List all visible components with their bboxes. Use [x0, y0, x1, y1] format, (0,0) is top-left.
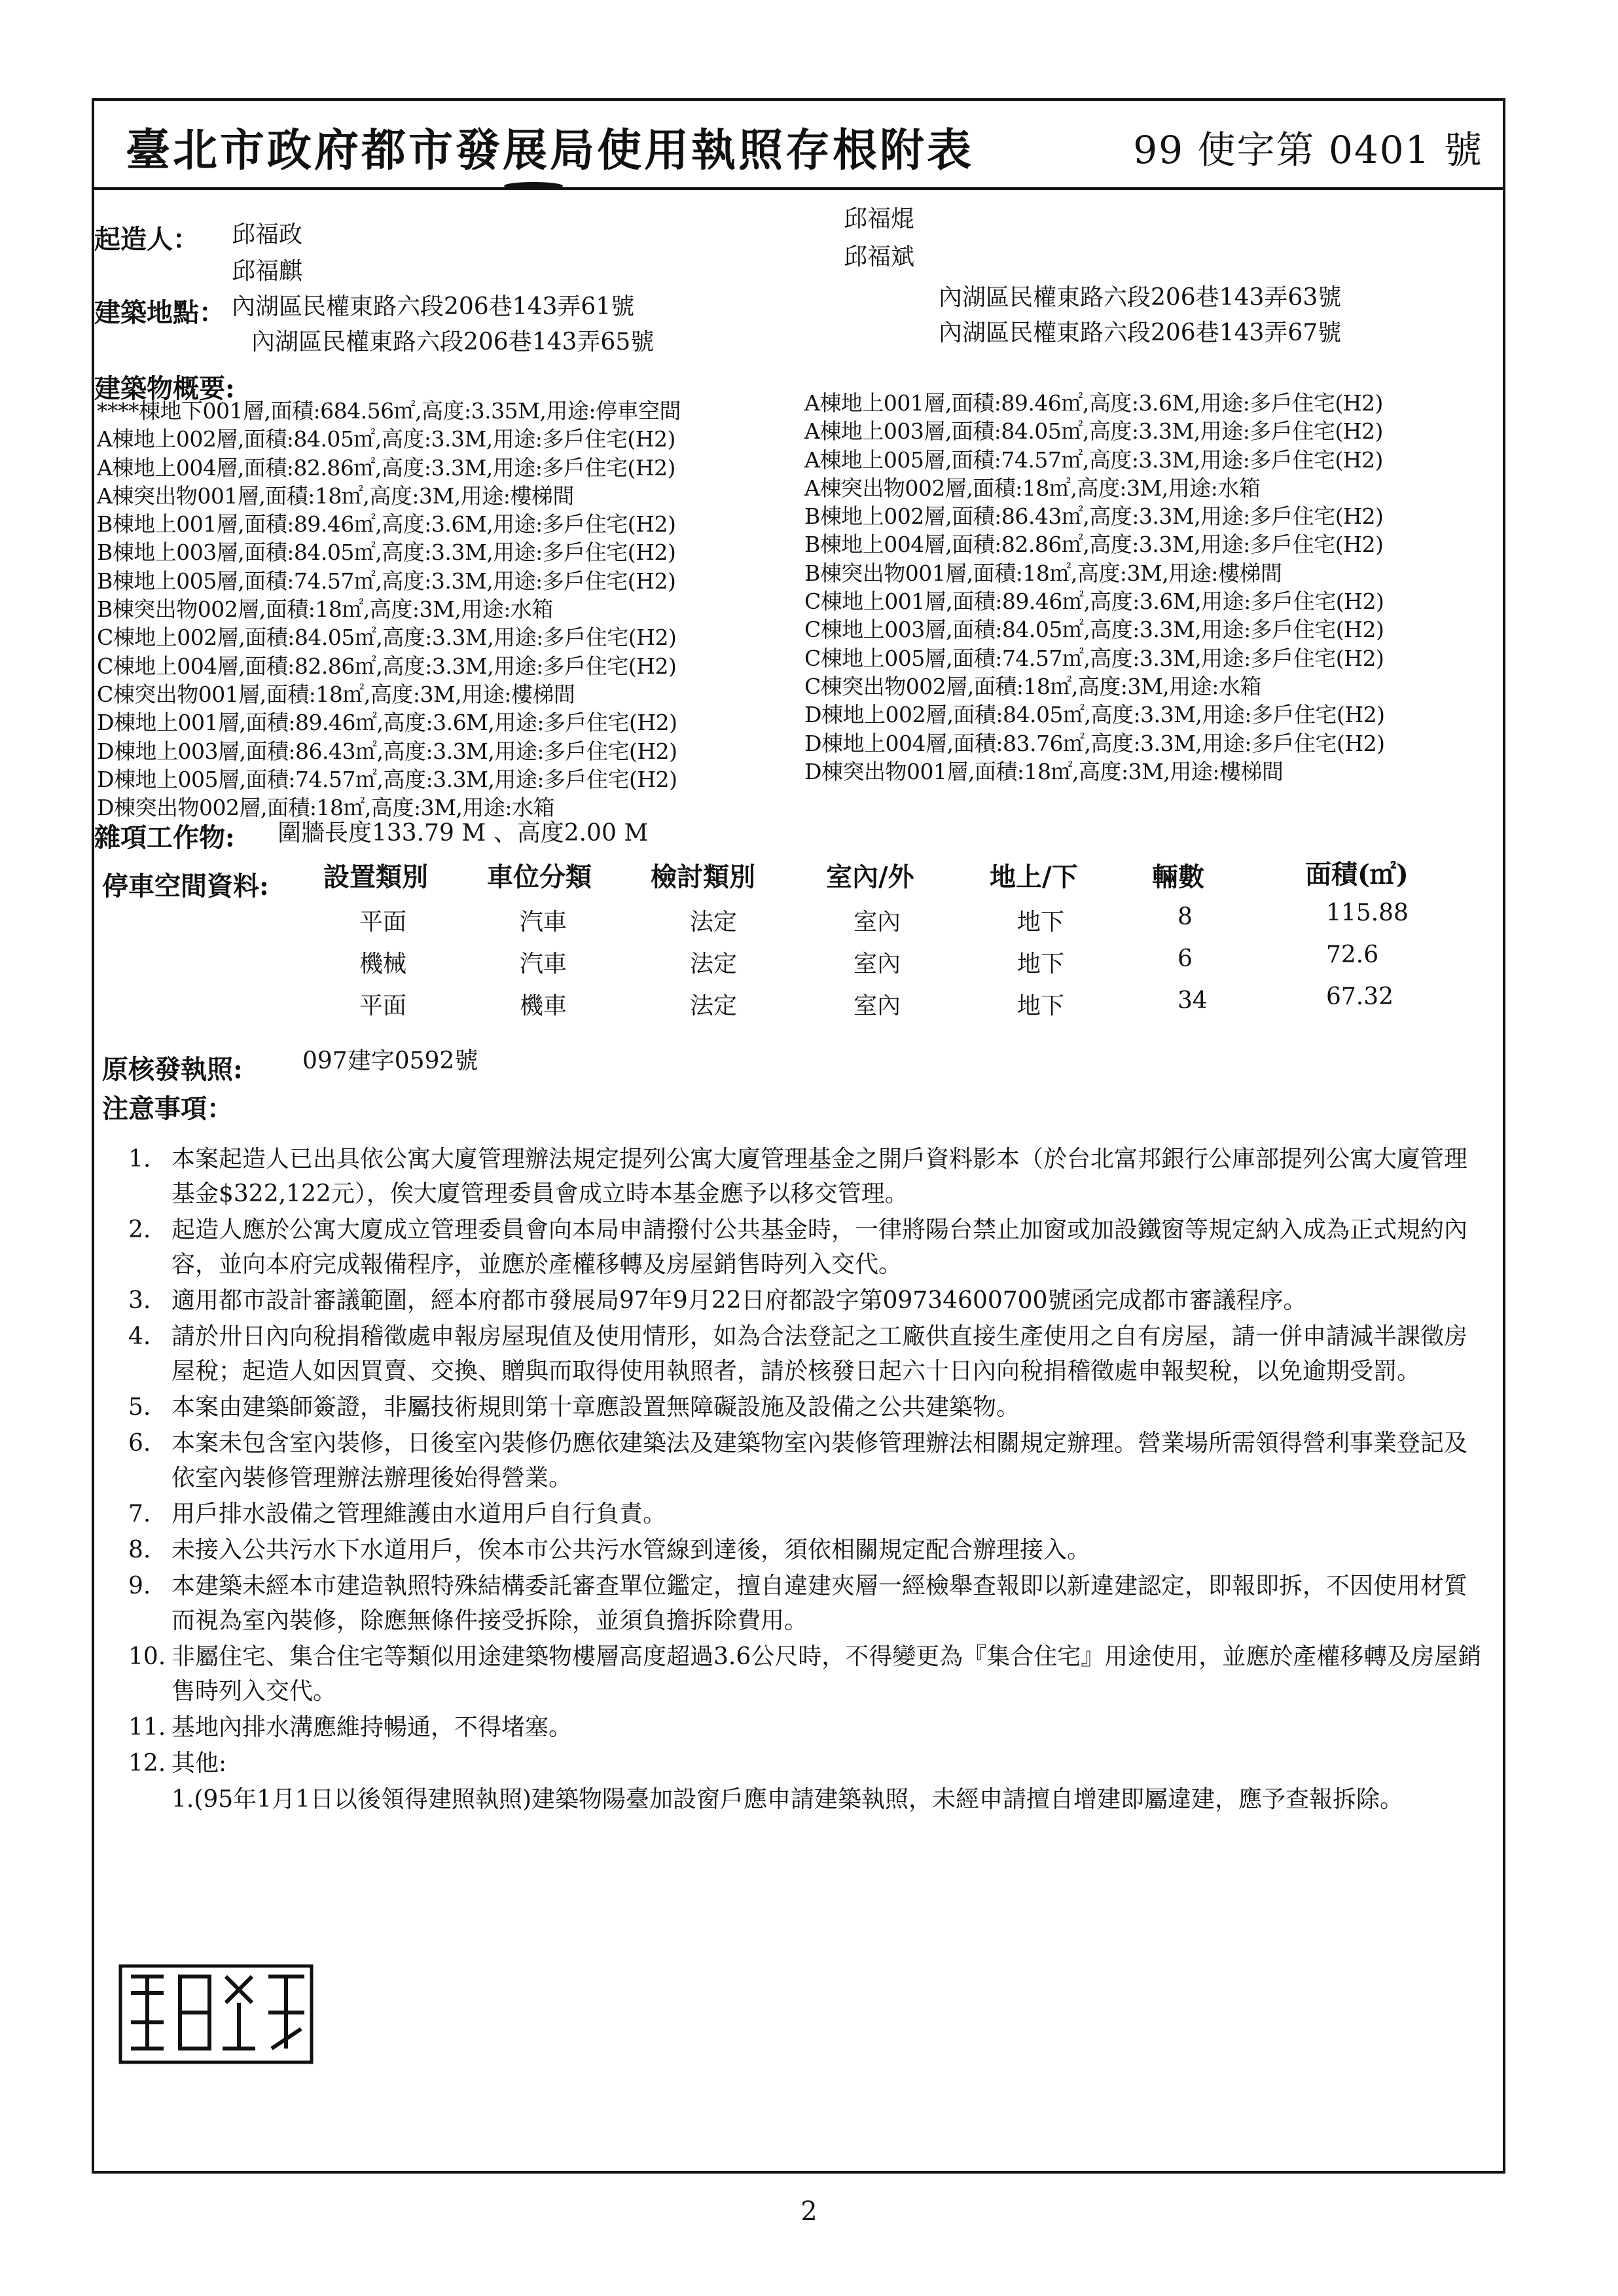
overview-item: D棟突出物001層,面積:18㎡,高度:3M,用途:樓梯間 [804, 758, 1284, 784]
misc-works-value: 圍牆長度133.79 M 、高度2.00 M [278, 820, 649, 847]
overview-item: B棟突出物002層,面積:18㎡,高度:3M,用途:水箱 [97, 596, 553, 623]
parking-cell: 法定 [690, 951, 738, 977]
overview-label: 建築物概要: [94, 373, 235, 404]
builders-label: 起造人： [94, 224, 199, 255]
parking-cell: 地下 [1017, 951, 1065, 977]
overview-item: B棟突出物001層,面積:18㎡,高度:3M,用途:樓梯間 [804, 560, 1282, 586]
parking-cell: 室內 [854, 951, 901, 977]
parking-cell: 汽車 [520, 909, 567, 936]
overview-item: D棟突出物002層,面積:18㎡,高度:3M,用途:水箱 [97, 795, 555, 821]
note-item: 9. 本建築未經本市建造執照特殊結構委託審查單位鑑定，擅自違建夾層一經檢舉查報即以新違建認定，即報即拆，不因使用材質而視為室內裝修，除應無條件接受拆除，並須負擔拆除費用。 [128, 1573, 1468, 1634]
parking-label: 停車空間資料: [102, 871, 269, 902]
parking-cell: 法定 [690, 993, 738, 1019]
original-license-value: 097建字0592號 [302, 1048, 478, 1074]
parking-cell: 平面 [359, 993, 407, 1019]
site-address: 內湖區民權東路六段206巷143弄65號 [251, 329, 655, 355]
parking-cell: 8 [1178, 903, 1193, 930]
parking-header: 車位分類 [487, 862, 592, 892]
overview-item: A棟地上005層,面積:74.57㎡,高度:3.3M,用途:多戶住宅(H2) [804, 446, 1383, 473]
overview-item: C棟地上001層,面積:89.46㎡,高度:3.6M,用途:多戶住宅(H2) [804, 589, 1384, 615]
overview-item: B棟地上005層,面積:74.57㎡,高度:3.3M,用途:多戶住宅(H2) [97, 568, 676, 594]
note-item: 10. 非屬住宅、集合住宅等類似用途建築物樓層高度超過3.6公尺時，不得變更為『集合住宅』用途使用，並應於產權移轉及房屋銷售時列入交代。 [128, 1643, 1482, 1705]
builder-name: 邱福斌 [844, 244, 915, 270]
parking-header: 檢討類別 [651, 862, 755, 892]
parking-header: 地上/下 [990, 862, 1078, 892]
overview-item: ****棟地下001層,面積:684.56㎡,高度:3.35M,用途:停車空間 [97, 398, 681, 424]
site-address: 內湖區民權東路六段206巷143弄63號 [939, 284, 1342, 311]
parking-cell: 機械 [359, 951, 407, 977]
notes-list [128, 1142, 1490, 1818]
note-item: 3. 適用都市設計審議範圍，經本府都市發展局97年9月22日府都設字第09734600700號函完成都市審議程序。 [128, 1287, 1307, 1314]
parking-cell: 115.88 [1326, 900, 1409, 926]
overview-item: A棟地上001層,面積:89.46㎡,高度:3.6M,用途:多戶住宅(H2) [804, 390, 1383, 416]
misc-works-label: 雜項工作物: [94, 822, 235, 853]
overview-item: C棟地上002層,面積:84.05㎡,高度:3.3M,用途:多戶住宅(H2) [97, 625, 677, 651]
overview-item: C棟地上005層,面積:74.57㎡,高度:3.3M,用途:多戶住宅(H2) [804, 645, 1384, 671]
original-license-label: 原核發執照: [102, 1054, 243, 1085]
notes-label: 注意事項： [102, 1093, 233, 1124]
site-address: 內湖區民權東路六段206巷143弄67號 [939, 319, 1342, 346]
overview-item: D棟地上002層,面積:84.05㎡,高度:3.3M,用途:多戶住宅(H2) [804, 702, 1385, 728]
note-item: 4. 請於卅日內向稅捐稽徵處申報房屋現值及使用情形，如為合法登記之工廠供直接生產使用之自有房屋，請一併申請減半課徵房屋稅；起造人如因買賣、交換、贈與而取得使用執照者，請於核發日起六十日內向稅捐稽徵處申報契稅，以免逾期受罰。 [128, 1323, 1468, 1385]
overview-item: C棟突出物001層,面積:18㎡,高度:3M,用途:樓梯間 [97, 681, 575, 707]
parking-cell: 6 [1178, 945, 1193, 972]
parking-cell: 地下 [1017, 993, 1065, 1019]
overview-item: C棟地上004層,面積:82.86㎡,高度:3.3M,用途:多戶住宅(H2) [97, 653, 677, 679]
parking-header: 輛數 [1152, 862, 1204, 892]
official-seal-icon [118, 1963, 314, 2065]
parking-cell: 汽車 [520, 951, 567, 977]
overview-item: C棟突出物002層,面積:18㎡,高度:3M,用途:水箱 [804, 673, 1261, 699]
overview-item: C棟地上003層,面積:84.05㎡,高度:3.3M,用途:多戶住宅(H2) [804, 617, 1384, 643]
parking-cell: 機車 [520, 993, 567, 1019]
note-item: 8. 未接入公共污水下水道用戶，俟本市公共污水管線到達後，須依相關規定配合辦理接入。 [128, 1537, 1091, 1563]
overview-item: D棟地上005層,面積:74.57㎡,高度:3.3M,用途:多戶住宅(H2) [97, 766, 677, 792]
page-number: 2 [800, 2196, 818, 2227]
overview-item: D棟地上001層,面積:89.46㎡,高度:3.6M,用途:多戶住宅(H2) [97, 710, 677, 736]
parking-cell: 室內 [854, 993, 901, 1019]
overview-right-column [804, 389, 1385, 786]
overview-item: D棟地上004層,面積:83.76㎡,高度:3.3M,用途:多戶住宅(H2) [804, 730, 1385, 756]
parking-cell: 34 [1178, 987, 1208, 1014]
parking-cell: 地下 [1017, 909, 1065, 936]
parking-header: 面積(㎡) [1305, 859, 1409, 890]
parking-cell: 平面 [359, 909, 407, 936]
parking-header: 設置類別 [323, 862, 428, 892]
overview-item: B棟地上002層,面積:86.43㎡,高度:3.3M,用途:多戶住宅(H2) [804, 503, 1384, 530]
overview-item: A棟突出物002層,面積:18㎡,高度:3M,用途:水箱 [804, 475, 1261, 501]
title-box [94, 101, 1503, 190]
page-title: 臺北市政府都市發展局使用執照存根附表 [126, 124, 975, 177]
builder-name: 邱福焜 [844, 206, 915, 232]
builder-name: 邱福政 [232, 221, 303, 248]
parking-cell: 室內 [854, 909, 901, 936]
note-item: 1. 本案起造人已出具依公寓大廈管理辦法規定提列公寓大廈管理基金之開戶資料影本（於台北富邦銀行公庫部提列公寓大廈管理基金$322,122元），俟大廈管理委員會成立時本基金應予以移交管理。 [128, 1146, 1468, 1207]
document-frame [92, 98, 1505, 2174]
overview-item: A棟地上003層,面積:84.05㎡,高度:3.3M,用途:多戶住宅(H2) [804, 418, 1383, 445]
note-item: 11. 基地內排水溝應維持暢通，不得堵塞。 [128, 1714, 573, 1741]
note-item: 5. 本案由建築師簽證，非屬技術規則第十章應設置無障礙設施及設備之公共建築物。 [128, 1394, 1020, 1421]
parking-header: 室內/外 [826, 862, 914, 892]
overview-item: A棟地上004層,面積:82.86㎡,高度:3.3M,用途:多戶住宅(H2) [97, 454, 675, 481]
overview-item: B棟地上004層,面積:82.86㎡,高度:3.3M,用途:多戶住宅(H2) [804, 532, 1384, 558]
site-address: 內湖區民權東路六段206巷143弄61號 [232, 293, 635, 320]
note-item: 2. 起造人應於公寓大廈成立管理委員會向本局申請撥付公共基金時，一律將陽台禁止加窗或加設鐵窗等規定納入成為正式規約內容，並向本府完成報備程序，並應於產權移轉及房屋銷售時列入交代。 [128, 1216, 1468, 1278]
overview-left-column [97, 397, 681, 822]
site-label: 建築地點： [94, 297, 225, 328]
note-item: 6. 本案未包含室內裝修，日後室內裝修仍應依建築法及建築物室內裝修管理辦法相關規定辦理。營業場所需領得營利事業登記及依室內裝修管理辦法辦理後始得營業。 [128, 1430, 1468, 1491]
license-number: 99 使字第 0401 號 [1133, 128, 1483, 172]
builder-name: 邱福麒 [232, 258, 303, 285]
parking-cell: 法定 [690, 909, 738, 936]
overview-item: A棟地上002層,面積:84.05㎡,高度:3.3M,用途:多戶住宅(H2) [97, 426, 675, 452]
parking-cell: 72.6 [1326, 941, 1379, 968]
overview-item: A棟突出物001層,面積:18㎡,高度:3M,用途:樓梯間 [97, 483, 574, 509]
overview-item: D棟地上003層,面積:86.43㎡,高度:3.3M,用途:多戶住宅(H2) [97, 738, 677, 764]
note-item: 12. 其他: [128, 1750, 227, 1777]
note-sub-item: 1.(95年1月1日以後領得建照執照)建築物陽臺加設窗戶應申請建築執照，未經申請擅自增建即屬違建，應予查報拆除。 [171, 1786, 1404, 1813]
parking-cell: 67.32 [1326, 983, 1394, 1010]
overview-item: B棟地上001層,面積:89.46㎡,高度:3.6M,用途:多戶住宅(H2) [97, 511, 676, 538]
note-item: 7. 用戶排水設備之管理維護由水道用戶自行負責。 [128, 1501, 667, 1527]
overview-item: B棟地上003層,面積:84.05㎡,高度:3.3M,用途:多戶住宅(H2) [97, 539, 676, 566]
